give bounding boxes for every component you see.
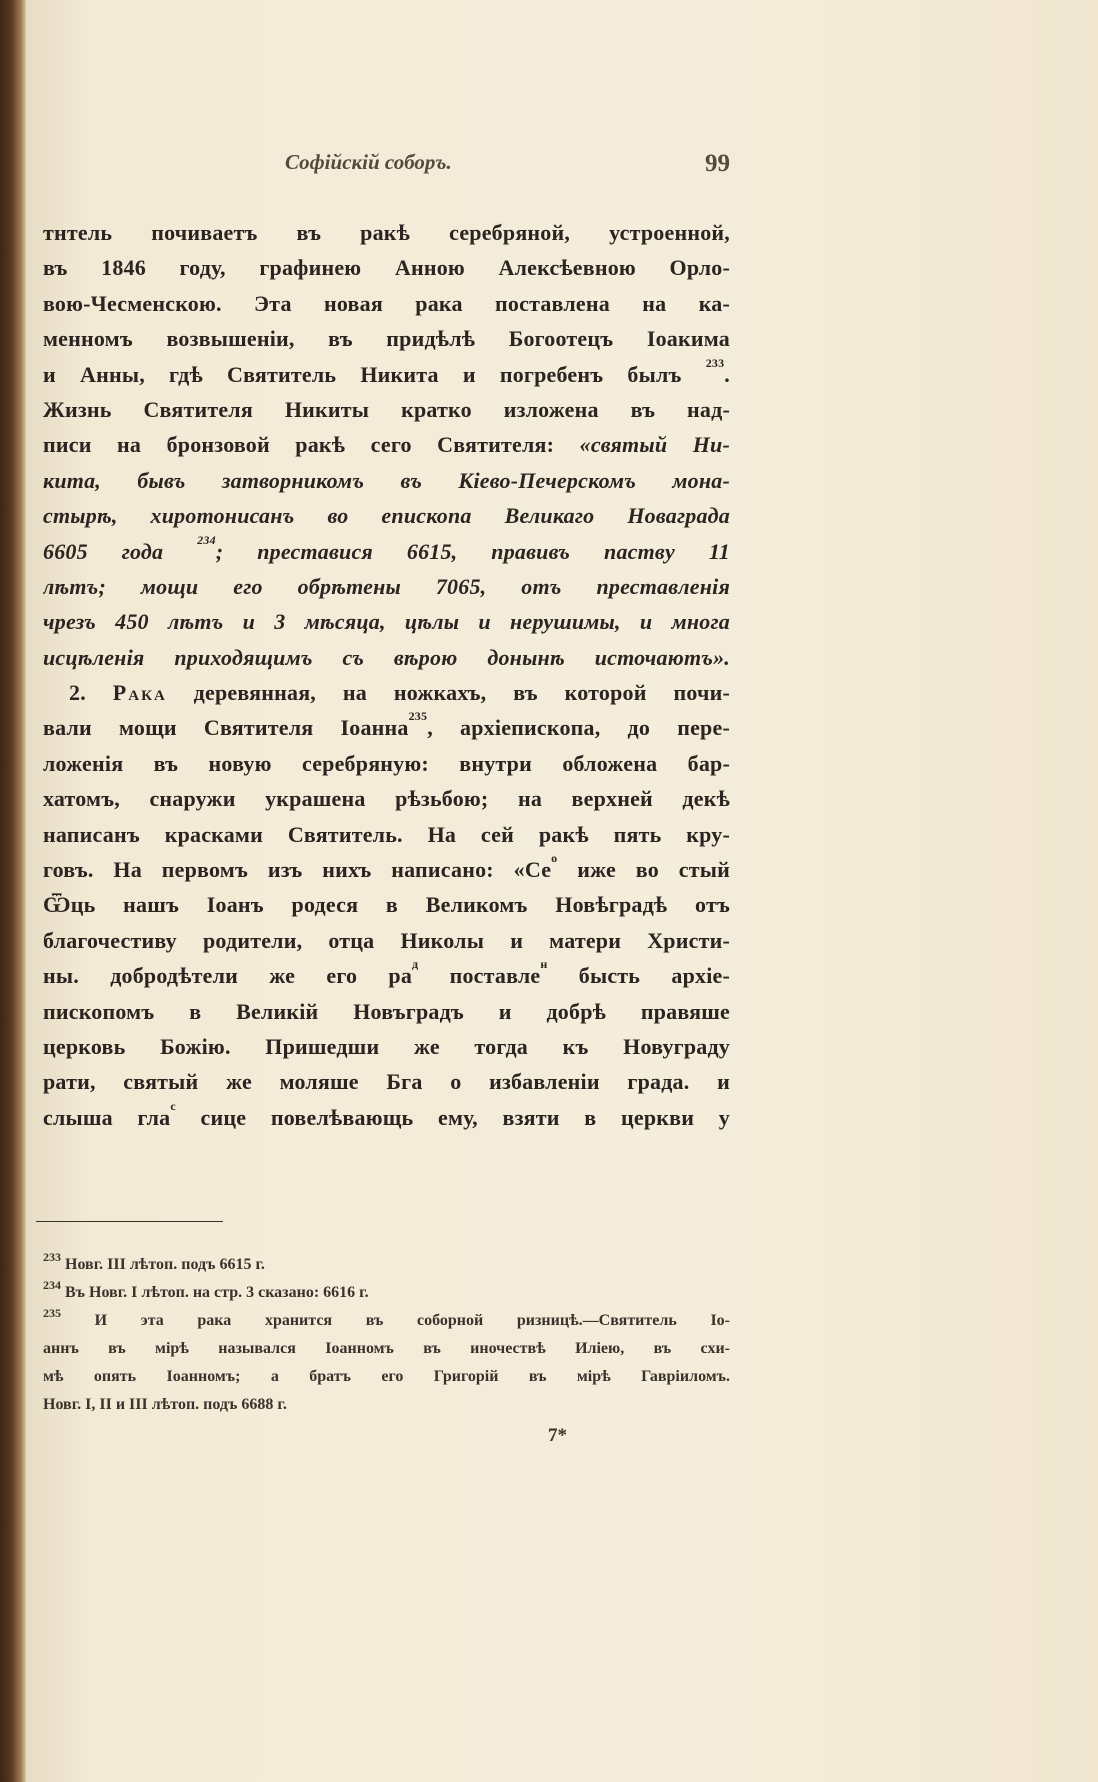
text-line (43, 958, 730, 993)
superscript-letter: н (540, 958, 548, 972)
text-segment: 6605 года (43, 538, 164, 564)
text-line: въ 1846 году, графинею Анною Алексѣевною Орло- (43, 255, 730, 281)
footnote-text: Въ Новг. I лѣтоп. на стр. 3 сказано: 6616 г. (65, 1284, 369, 1301)
text-segment: и Анны, гдѣ Святитель Никита и погребенъ былъ (43, 361, 682, 387)
footnote-233 (43, 1251, 730, 1279)
footnote-text: И эта рака хранится въ соборной ризницѣ.—Святитель Іо- (94, 1312, 730, 1329)
item-number: 2. (69, 680, 86, 706)
text-line: Жизнь Святителя Никиты кратко изложена въ над- (43, 396, 730, 422)
text-line-italic: лѣтъ; мощи его обрѣтены 7065, отъ преставленія (43, 573, 730, 599)
footnote-235 (43, 1307, 730, 1335)
signature-mark: 7* (548, 1425, 567, 1446)
text-segment: , архіепископа, до перe- (427, 715, 730, 741)
running-title: Софійскій соборъ. (285, 150, 452, 174)
text-line: церковь Божію. Пришедши же тогда къ Новуграду (43, 1033, 730, 1059)
text-line: менномъ возвышеніи, въ придѣлѣ Богоотецъ Іоакима (43, 326, 730, 352)
text-segment: писи на бронзовой ракѣ сего Святителя: (43, 432, 555, 458)
text-line (43, 852, 730, 887)
text-segment: сице повелѣвающь ему, взяти в церкви у (200, 1104, 730, 1130)
book-spine-shadow (0, 0, 26, 1782)
footnote-235-cont: Новг. I, II и III лѣтоп. подъ 6688 г. (43, 1396, 287, 1413)
footnote-number: 233 (43, 1251, 61, 1264)
footnote-235-cont: мѣ опять Іоанномъ; а братъ его Григорій въ мірѣ Гавріиломъ. (43, 1368, 730, 1385)
text-segment: иже во стый (557, 857, 730, 883)
text-line-italic: исцѣленія приходящимъ съ вѣрою донынѣ источаютъ». (43, 644, 730, 670)
text-segment: говъ. На первомъ изъ нихъ написано: «Се (43, 857, 552, 883)
text-line: и Анны, гдѣ Святитель Никита и погребенъ былъ $^{233}$. (43, 356, 730, 387)
text-segment: ны. добродѣтели же его ра (43, 963, 413, 989)
text-segment: слыша гла (43, 1104, 171, 1130)
rubric-word: Рака (112, 680, 167, 706)
text-line (43, 1100, 730, 1135)
text-line-italic (43, 534, 730, 569)
text-line: хатомъ, снаружи украшена рѣзьбою; на верхней декѣ (43, 786, 730, 812)
text-line: рати, святый же моляше Бга о избавленіи града. и (43, 1069, 730, 1095)
text-line: написанъ красками Святитель. На сей ракѣ пять кру- (43, 821, 730, 847)
text-line: вою-Чесменскою. Эта новая рака поставлена на ка- (43, 290, 730, 316)
footnote-number: 234 (43, 1279, 61, 1292)
footnote-ref-233: 233 (705, 356, 725, 370)
text-line: пископомъ в Великій Новъградъ и добрѣ правяше (43, 998, 730, 1024)
footnote-ref-234: 234 (197, 533, 216, 547)
footnote-separator (36, 1221, 223, 1222)
text-segment: ; преставися 6615, правивъ паству 11 (215, 538, 730, 564)
page-number: 99 (705, 150, 730, 177)
text-segment: бысть архіе- (547, 963, 730, 989)
text-line: тнтель почиваетъ въ ракѣ серебряной, устроенной, (43, 220, 730, 245)
footnote-235-cont: аннъ въ мірѣ назывался Іоанномъ въ иночествѣ Иліею, въ схи- (43, 1340, 730, 1357)
text-line (43, 675, 730, 710)
inscription-quote-start: «святый Ни- (579, 432, 730, 458)
text-line: ложенія въ новую серебряную: внутри обложена бар- (43, 750, 730, 776)
footnote-ref-235: 235 (408, 710, 428, 724)
text-segment: деревянная, на ножкахъ, въ которой почи- (166, 680, 730, 706)
text-line: благочестиву родители, отца Николы и матери Христи- (43, 927, 730, 953)
main-text (43, 215, 730, 1135)
superscript-letter: д (412, 958, 419, 972)
text-line: Ѿць нашъ Іоанъ родеся в Великомъ Новѣградѣ отъ (43, 892, 730, 918)
text-segment: поставле (418, 963, 541, 989)
text-line (43, 427, 730, 462)
footnote-text: Новг. III лѣтоп. подъ 6615 г. (65, 1256, 265, 1273)
text-line (43, 710, 730, 745)
text-line-italic: стырѣ, хиротонисанъ во епископа Великаго Новаграда (43, 503, 730, 529)
text-line-italic: чрезъ 450 лѣтъ и 3 мѣсяца, цѣлы и нерушимы, и многа (43, 609, 730, 635)
footnote-number: 235 (43, 1307, 61, 1320)
text-line-italic: кита, бывъ затворникомъ въ Кіево-Печерскомъ мона- (43, 467, 730, 493)
footnote-234 (43, 1279, 730, 1307)
text-segment: вали мощи Святителя Іоанна (43, 715, 409, 741)
superscript-letter: с (170, 1099, 176, 1113)
footnotes (43, 1251, 730, 1419)
superscript-letter: о (551, 852, 558, 866)
